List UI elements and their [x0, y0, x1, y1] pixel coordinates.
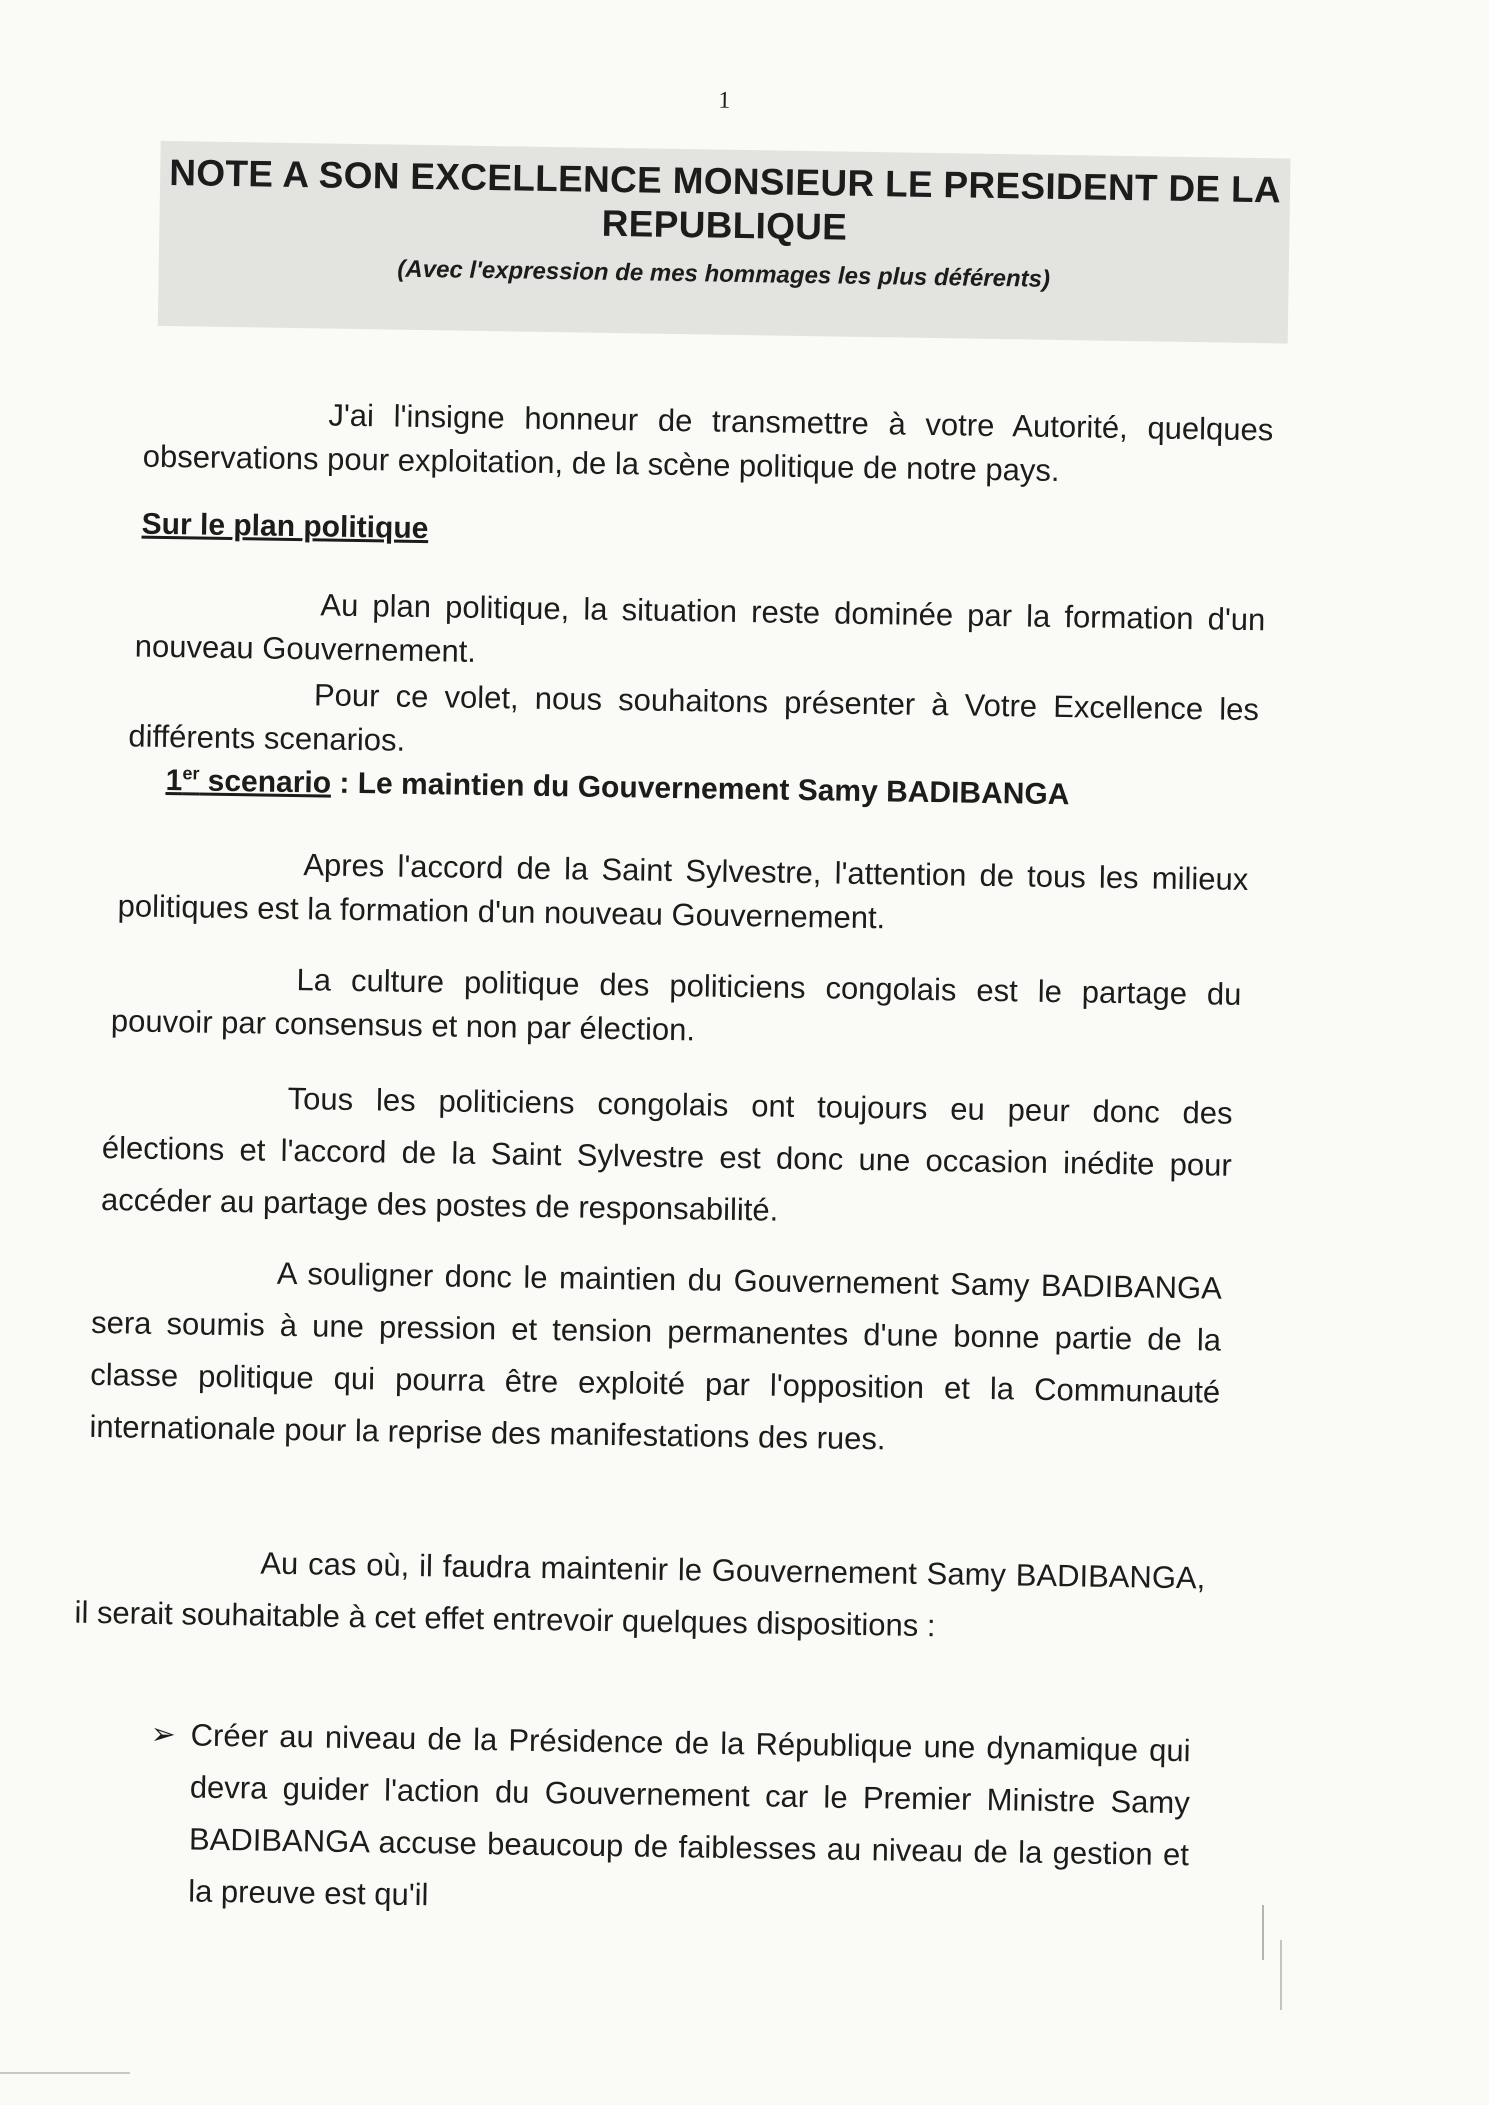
scenario-number: 1: [165, 764, 183, 798]
scenario-paragraph-2: La culture politique des politiciens congolais est le partage du pouvoir par consensus et non par élection.: [110, 962, 1242, 1048]
title-subtitle: (Avec l'expression de mes hommages les plus déférents): [397, 255, 1051, 293]
arrow-bullet-icon: ➢: [150, 1717, 177, 1752]
section-heading-political: [141, 508, 428, 546]
title-banner: [158, 141, 1291, 344]
scan-artifact: [1280, 1940, 1282, 2010]
scenario-paragraph-5: Au cas où, il faudra maintenir le Gouvernement Samy BADIBANGA, il serait souhaitable à cet effet entrevoir quelques dispositions :: [74, 1545, 1206, 1644]
scenario-paragraph-1: Apres l'accord de la Saint Sylvestre, l'attention de tous les milieux politiques est la formation d'un nouveau Gouvernement.: [117, 847, 1249, 936]
scenario-word: scenario: [199, 764, 332, 800]
list-item: [150, 1710, 1191, 1934]
intro-paragraph: J'ai l'insigne honneur de transmettre à votre Autorité, quelques observations pour exploitation, de la scène politique de notre pays.: [142, 397, 1274, 489]
scenario-label: [165, 764, 331, 800]
section-heading-political-text: Sur le plan politique: [141, 507, 429, 546]
political-paragraph-1: Au plan politique, la situation reste dominée par la formation d'un nouveau Gouvernement.: [134, 587, 1266, 669]
political-paragraph-2: Pour ce volet, nous souhaitons présenter à Votre Excellence les différents scenarios.: [128, 677, 1260, 758]
scenario-title: : Le maintien du Gouvernement Samy BADIBANGA: [330, 766, 1070, 812]
scenario-paragraph-3: Tous les politiciens congolais ont toujours eu peur donc des élections et l'accord de la Saint Sylvestre est donc une occasion inédite pour accéder au partage des postes de responsabilité.: [100, 1080, 1233, 1228]
scenario-paragraph-4: A souligner donc le maintien du Gouvernement Samy BADIBANGA sera soumis à une pression et tension permanentes d'une bonne partie de la classe politique qui pourra être exploité par l'opposition et la Communauté internationale pour la reprise des manifestations des rues.: [89, 1255, 1223, 1457]
scan-artifact: [1262, 1905, 1264, 1960]
title-line-1: NOTE A SON EXCELLENCE MONSIEUR LE PRESIDENT DE LA: [168, 151, 1282, 211]
page-number: 1: [718, 87, 731, 114]
title-line-2: REPUBLIQUE: [601, 203, 848, 249]
list-item-text: Créer au niveau de la Présidence de la République une dynamique qui devra guider l'action du Gouvernement car le Premier Ministre Samy BADIBANGA accuse beaucoup de faiblesses au niveau de la gestion et la preuve est qu'il: [187, 1717, 1191, 1913]
scenario-superscript: er: [182, 763, 200, 784]
scan-edge-line: [0, 2072, 130, 2074]
